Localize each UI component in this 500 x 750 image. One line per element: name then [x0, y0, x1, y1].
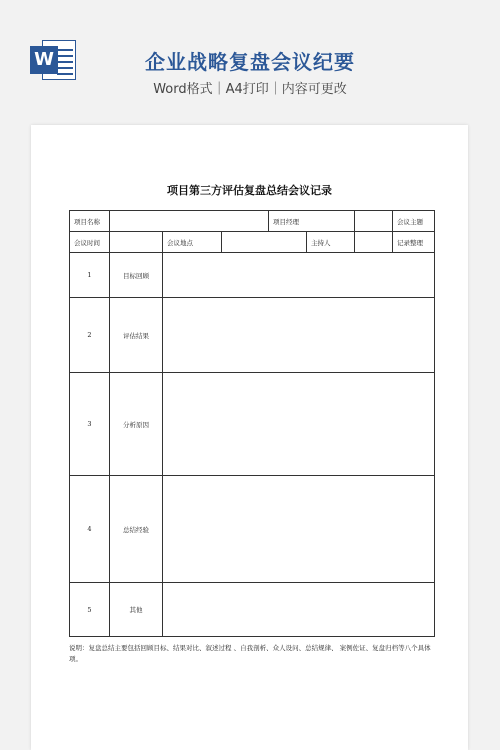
meeting-time-label: 会议时间: [70, 232, 110, 253]
document-page: [31, 125, 468, 750]
section-number: 1: [70, 253, 110, 298]
project-name-label: 项目名称: [70, 211, 110, 232]
section-row: [70, 253, 435, 298]
page-subtitle: Word格式｜A4打印｜内容可更改: [153, 82, 347, 97]
section-content-field[interactable]: [163, 373, 435, 476]
recorder-label: 记录整理: [393, 232, 435, 253]
section-content-field[interactable]: [163, 253, 435, 298]
section-label: 分析原因: [110, 373, 163, 476]
meeting-location-field[interactable]: [222, 232, 307, 253]
info-row-2: [70, 232, 435, 253]
section-number: 2: [70, 298, 110, 373]
section-label: 总结经验: [110, 476, 163, 583]
meeting-time-field[interactable]: [110, 232, 163, 253]
section-number: 3: [70, 373, 110, 476]
section-row: [70, 583, 435, 637]
word-logo-badge: W: [30, 46, 58, 74]
section-content-field[interactable]: [163, 298, 435, 373]
section-label: 其他: [110, 583, 163, 637]
info-table: [69, 210, 435, 253]
project-manager-label: 项目经理: [269, 211, 355, 232]
project-name-field[interactable]: [110, 211, 269, 232]
section-row: [70, 476, 435, 583]
section-row: [70, 298, 435, 373]
section-label: 目标回顾: [110, 253, 163, 298]
section-content-field[interactable]: [163, 476, 435, 583]
host-field[interactable]: [355, 232, 393, 253]
document-title: 项目第三方评估复盘总结会议记录: [167, 184, 332, 197]
header: [0, 0, 500, 125]
host-label: 主持人: [307, 232, 355, 253]
section-content-field[interactable]: [163, 583, 435, 637]
section-label: 评估结果: [110, 298, 163, 373]
section-number: 5: [70, 583, 110, 637]
sections-table: [69, 252, 435, 637]
document-note: 说明：复盘总结主要包括回顾目标、结果对比、叙述过程 、自我剖析、众人设问、总结规律、 案例佐证、复盘归档等八个具体项。: [69, 644, 431, 663]
section-row: [70, 373, 435, 476]
project-manager-field[interactable]: [355, 211, 393, 232]
section-number: 4: [70, 476, 110, 583]
meeting-record-form: [69, 210, 434, 637]
meeting-topic-label: 会议主题: [393, 211, 435, 232]
meeting-location-label: 会议地点: [163, 232, 222, 253]
info-row-1: [70, 211, 435, 232]
page-title: 企业战略复盘会议纪要: [145, 50, 355, 74]
